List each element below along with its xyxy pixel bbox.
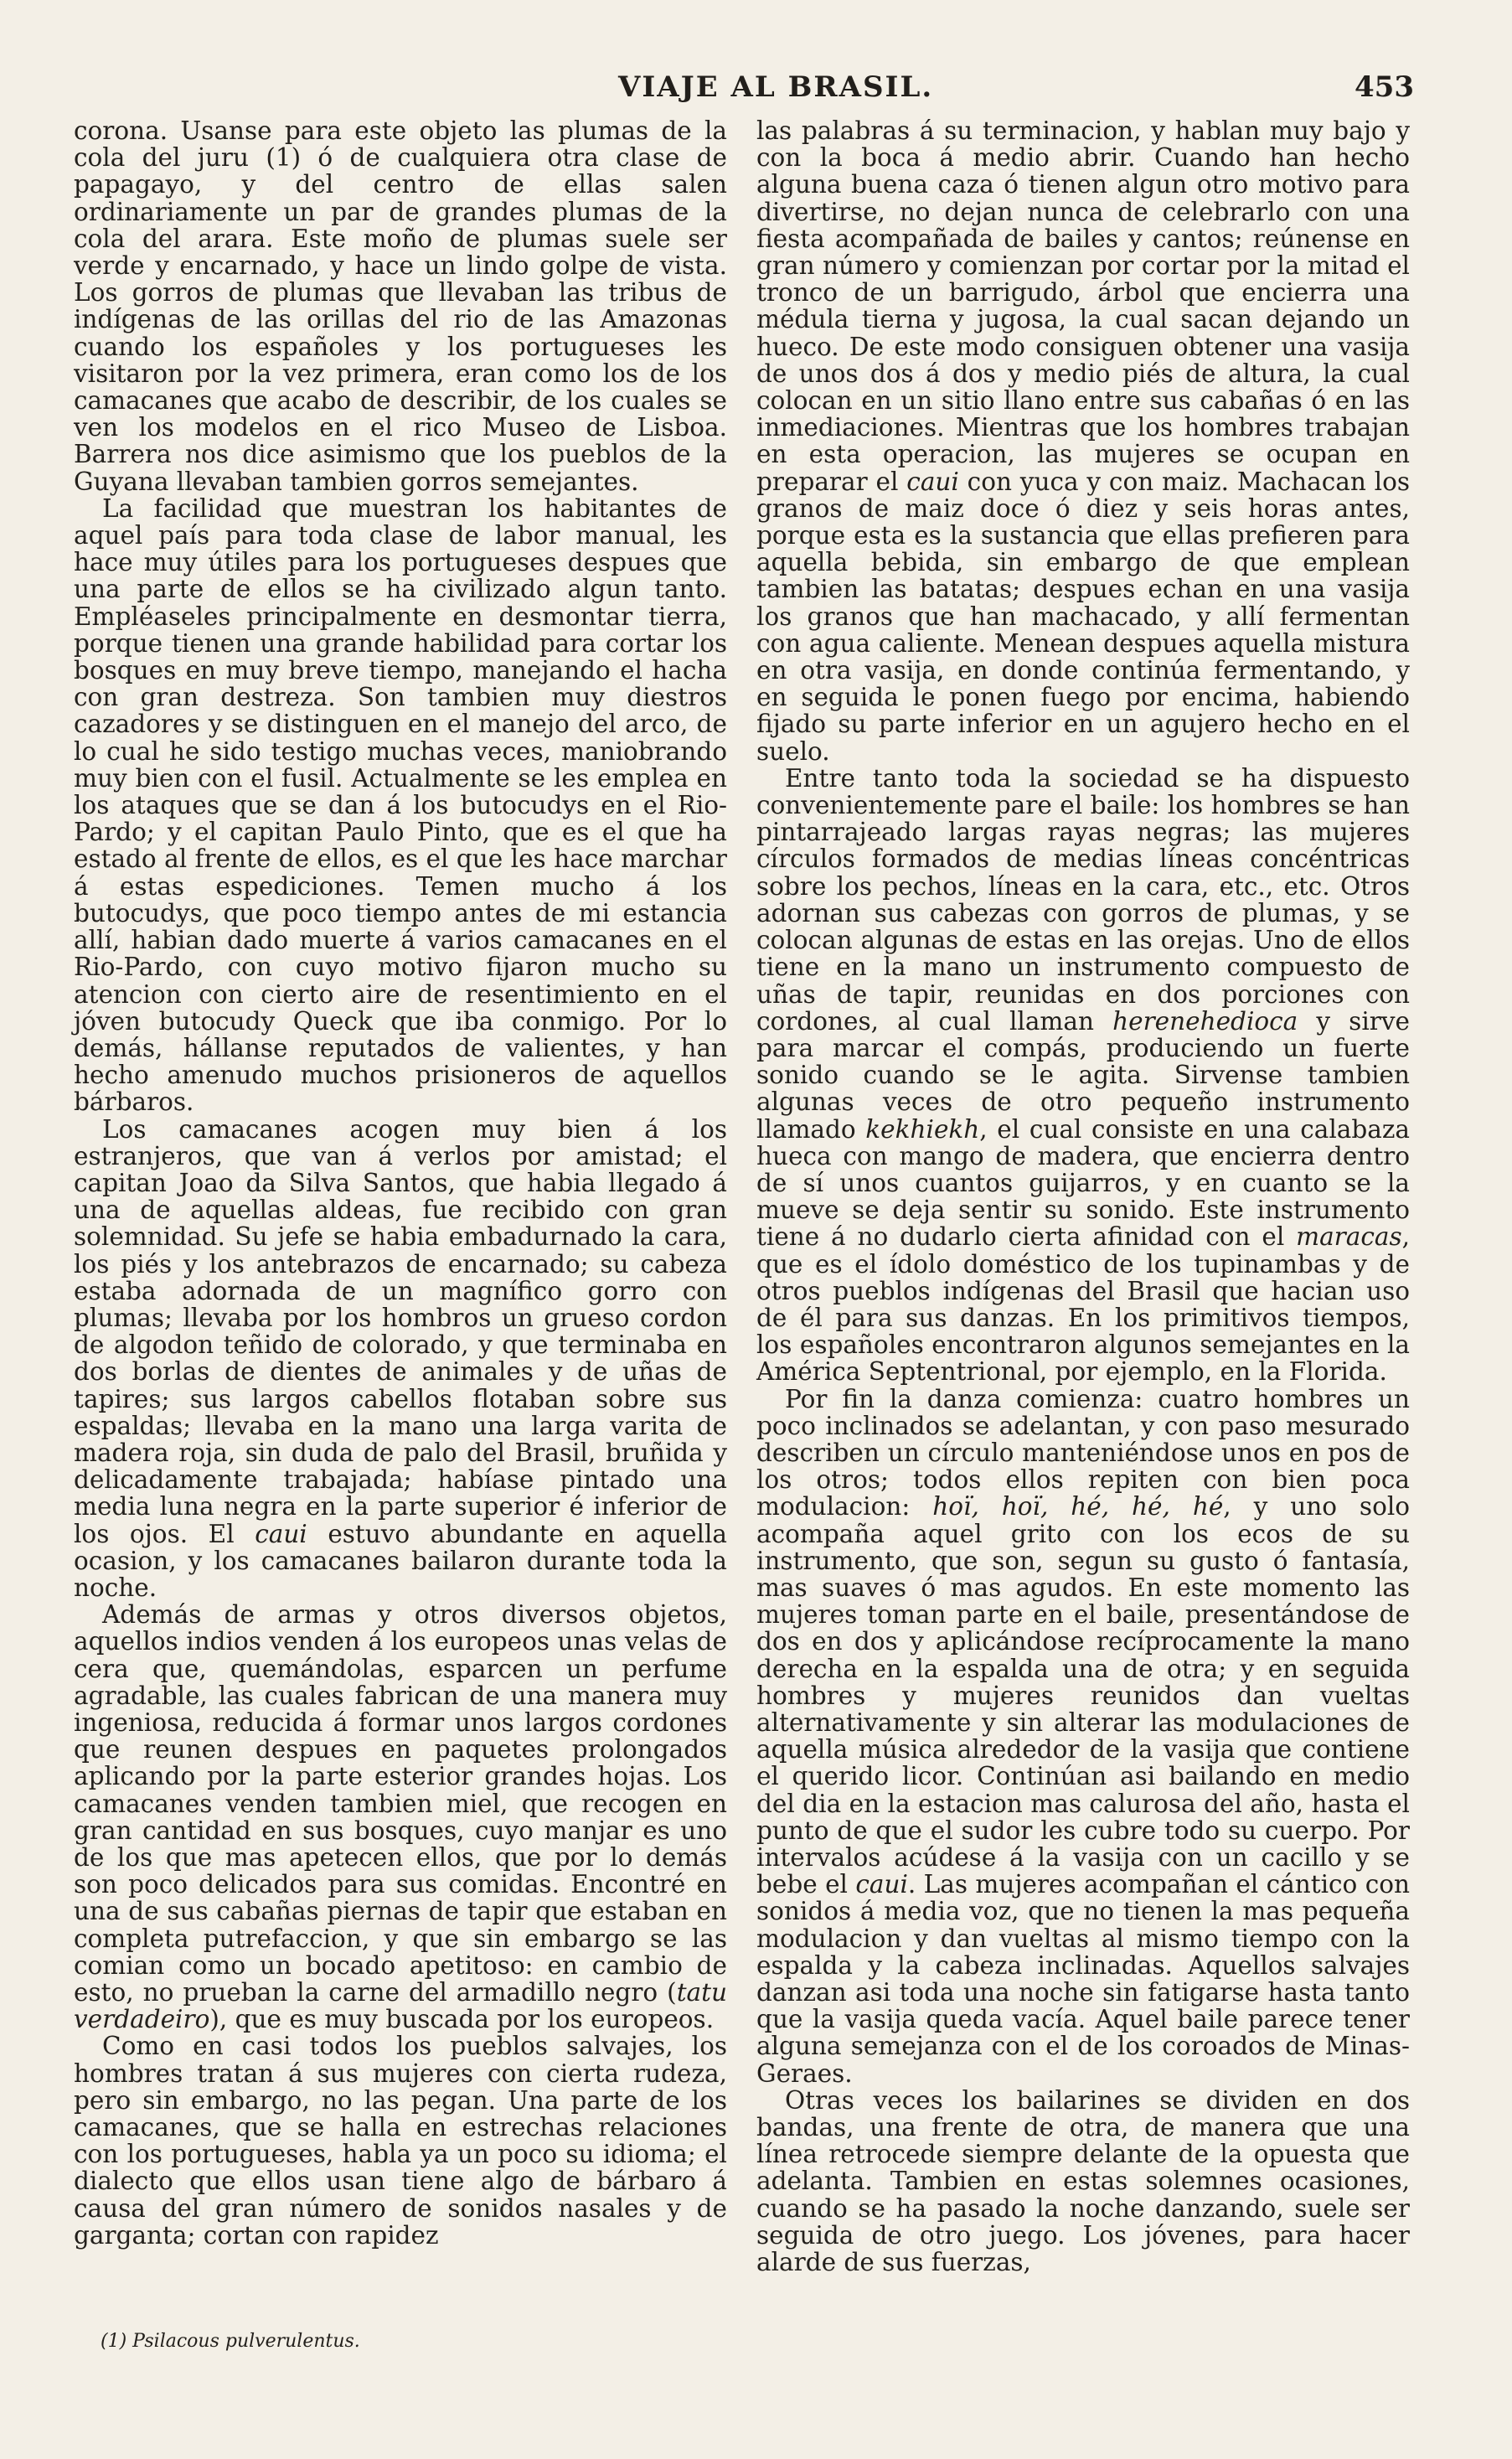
paragraph: Otras veces los bailarines se dividen en dos bandas, una frente de otra, de manera que una línea retrocede siempre delante de la opuesta que adelanta. Tambien en estas solemnes ocasiones, cuando se ha pasado la noche danzando, suele ser seguida de otro juego. Los jóvenes, para hacer alarde de sus fuerzas,: [756, 2085, 1410, 2277]
paragraph: las palabras á su terminacion, y hablan muy bajo y con la boca á medio abrir. Cuando han hecho alguna buena caza ó tienen algun otro motivo para divertirse, no dejan nunca de celebrarlo con una fiesta acompañada de bailes y cantos; reúnense en gran número y comienzan por cortar por la mitad el tronco de un barrigudo, árbol que encierra una médula tierna y jugosa, la cual sacan dejando un hueco. De este modo consiguen obtener una vasija de unos dos á dos y medio piés de altura, la cual colocan en un sitio llano entre sus cabañas ó en las inmediaciones. Mientras que los hombres trabajan en esta operacion, las mujeres se ocupan en preparar el caui con yuca y con maiz. Machacan los granos de maiz doce ó diez y seis horas antes, porque esta es la sustancia que ellas prefieren para aquella bebida, sin embargo de que emplean tambien las batatas; despues echan en una vasija los granos que han machacado, y allí fermentan con agua caliente. Menean despues aquella mistura en otra vasija, en donde continúa fermentando, y en seguida le ponen fuego por encima, habiendo fijado su parte inferior en un agujero hecho en el suelo.: [756, 116, 1411, 766]
page-number: 453: [1355, 70, 1414, 104]
paragraph: Por fin la danza comienza: cuatro hombres un poco inclinados se adelantan, y con paso mesurado describen un círculo manteniéndose unos en pos de los otros; todos ellos repiten con bien poca modulacion: hoï, hoï, hé, hé, hé, y uno solo acompaña aquel grito con los ecos de su instrumento, que son, segun su gusto ó fantasía, mas suaves ó mas agudos. En este momento las mujeres toman parte en el baile, presentándose de dos en dos y aplicándose recíprocamente la mano derecha en la espalda una de otra; y en seguida hombres y mujeres reunidos dan vueltas alternativamente y sin alterar las modulaciones de aquella música alrededor de la vasija que contiene el querido licor. Continúan asi bailando en medio del dia en la estacion mas calurosa del año, hasta el punto de que el sudor les cubre todo su cuerpo. Por intervalos acúdese á la vasija con un cacillo y se bebe el caui. Las mujeres acompañan el cántico con sonidos á media voz, que no tienen la mas pequeña modulacion y dan vueltas al mismo tiempo con la espalda y la cabeza inclinadas. Aquellos salvajes danzan asi toda una noche sin fatigarse hasta tanto que la vasija queda vacía. Aquel baile parece tener alguna semejanza con el de los coroados de Minas-Geraes.: [756, 1384, 1411, 2088]
right-column: [756, 117, 1410, 2276]
paragraph: Como en casi todos los pueblos salvajes, los hombres tratan á sus mujeres con cierta rudeza, pero sin embargo, no las pegan. Una parte de los camacanes, que se halla en estrechas relaciones con los portugueses, habla ya un poco su idioma; el dialecto que ellos usan tiene algo de bárbaro á causa del gran número de sonidos nasales y de garganta; cortan con rapidez: [74, 2032, 727, 2250]
footnote: (1) Psilacous pulverulentus.: [101, 2331, 360, 2352]
paragraph: Entre tanto toda la sociedad se ha dispuesto convenientemente pare el baile: los hombres se han pintarrajeado largas rayas negras; las mujeres círculos formados de medias líneas concéntricas sobre los pechos, líneas en la cara, etc., etc. Otros adornan sus cabezas con gorros de plumas, y se colocan algunas de estas en las orejas. Uno de ellos tiene en la mano un instrumento compuesto de uñas de tapir, reunidas en dos porciones con cordones, al cual llaman herenehedioca y sirve para marcar el compás, produciendo un fuerte sonido cuando se le agita. Sirvense tambien algunas veces de otro pequeño instrumento llamado kekhiekh, el cual consiste en una calabaza hueca con mango de madera, que encierra dentro de sí unos cuantos guijarros, y en cuanto se la mueve se deja sentir su sonido. Este instrumento tiene á no dudarlo cierta afinidad con el maracas, que es el ídolo doméstico de los tupinambas y de otros pueblos indígenas del Brasil que hacian uso de él para sus danzas. En los primitivos tiempos, los españoles encontraron algunos semejantes en la América Septentrional, por ejemplo, en la Florida.: [756, 763, 1410, 1387]
paragraph: La facilidad que muestran los habitantes de aquel país para toda clase de labor manual, les hace muy útiles para los portugueses despues que una parte de ellos se ha civilizado algun tanto. Empléaseles principalmente en desmontar tierra, porque tienen una grande habilidad para cortar los bosques en muy breve tiempo, manejando el hacha con gran destreza. Son tambien muy diestros cazadores y se distinguen en el manejo del arco, de lo cual he sido testigo muchas veces, maniobrando muy bien con el fusil. Actualmente se les emplea en los ataques que se dan á los butocudys en el Rio-Pardo; y el capitan Paulo Pinto, que es el que ha estado al frente de ellos, es el que les hace marchar á estas espediciones. Temen mucho á los butocudys, que poco tiempo antes de mi estancia allí, habian dado muerte á varios camacanes en el Rio-Pardo, con cuyo motivo fijaron mucho su atencion con cierto aire de resentimiento en el jóven butocudy Queck que iba conmigo. Por lo demás, hállanse reputados de valientes, y han hecho amenudo muchos prisioneros de aquellos bárbaros.: [74, 493, 727, 1117]
paragraph: Los camacanes acogen muy bien á los estranjeros, que van á verlos por amistad; el capitan Joao da Silva Santos, que habia llegado á una de aquellas aldeas, fue recibido con gran solemnidad. Su jefe se habia embadurnado la cara, los piés y los antebrazos de encarnado; su cabeza estaba adornada de un magnífico gorro con plumas; llevaba por los hombros un grueso cordon de algodon teñido de colorado, y que terminaba en dos borlas de dientes de animales y de uñas de tapires; sus largos cabellos flotaban sobre sus espaldas; llevaba en la mano una larga varita de madera roja, sin duda de palo del Brasil, bruñida y delicadamente trabajada; habíase pintado una media luna negra en la parte superior é inferior de los ojos. El caui estuvo abundante en aquella ocasion, y los camacanes bailaron durante toda la noche.: [74, 1114, 728, 1602]
paragraph: Además de armas y otros diversos objetos, aquellos indios venden á los europeos unas velas de cera que, quemándolas, esparcen un perfume agradable, las cuales fabrican de una manera muy ingeniosa, reducida á formar unos largos cordones que reunen despues en paquetes prolongados aplicando por la parte esterior grandes hojas. Los camacanes venden tambien miel, que recogen en gran cantidad en sus bosques, cuyo manjar es uno de los que mas apetecen ellos, que por lo demás son poco delicados para sus comidas. Encontré en una de sus cabañas piernas de tapir que estaban en completa putrefaccion, y que sin embargo se las comian como un bocado apetitoso: en cambio de esto, no prueban la carne del armadillo negro (tatu verdadeiro), que es muy buscada por los europeos.: [74, 1600, 727, 2034]
running-header: [74, 70, 1414, 117]
paragraph: corona. Usanse para este objeto las plumas de la cola del juru (1) ó de cualquiera otra clase de papagayo, y del centro de ellas salen ordinariamente un par de grandes plumas de la cola del arara. Este moño de plumas suele ser verde y encarnado, y hace un lindo golpe de vista. Los gorros de plumas que llevaban las tribus de indígenas de las orillas del rio de las Amazonas cuando los españoles y los portugueses les visitaron por la vez primera, eran como los de los camacanes que acabo de describir, de los cuales se ven los modelos en el rico Museo de Lisboa. Barrera nos dice asimismo que los pueblos de la Guyana llevaban tambien gorros semejantes.: [74, 116, 727, 496]
left-column: [74, 117, 727, 2249]
page-title: VIAJE AL BRASIL.: [618, 70, 934, 104]
